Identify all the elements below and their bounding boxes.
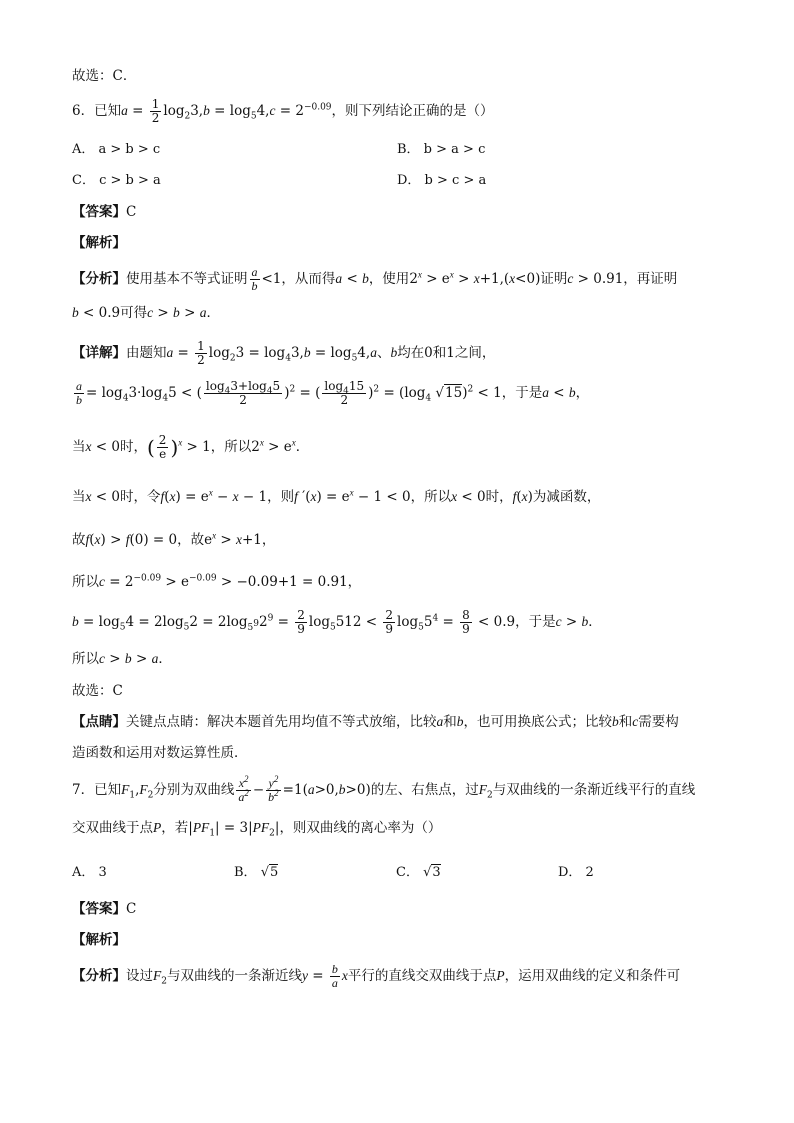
text: 【详解】 xyxy=(72,345,126,361)
text: ，所以 xyxy=(410,489,452,505)
text: ，从而得 xyxy=(281,271,336,287)
answer2-line xyxy=(72,899,724,919)
fenxi-line-2: b < 0.9可得c > b > a． xyxy=(72,305,220,321)
question-7-line-1: 7．已知$F_1,F_2$分别为双曲线 $\frac{x^2}{a^2}$ − $\frac{y^2}{b^2}$ =1(a>0,b>0)的左、右焦点，过$F_2$与双曲线的一条渐近线平行的直线 xyxy=(72,774,696,804)
text: ，运用双曲线的定义和条件可 xyxy=(504,968,681,984)
text: 6．已知 xyxy=(72,103,122,119)
text: C． xyxy=(396,865,419,880)
text: 设过 xyxy=(126,968,153,984)
q7-option-d xyxy=(558,863,594,883)
text: 分别为双曲线 xyxy=(153,782,235,798)
xiangjie-line-7: $b = \log_54 = 2\log_52 = 2\log_{5^9}2^9$ = $\frac{2}{9}$ $\log_5512$ < $\frac{2}{9}$ $\log_55^4$ = $\frac{8}{9}$ < 0.9，于是c > b． xyxy=(72,608,602,636)
text: 证明 xyxy=(540,271,568,287)
fenxi2-line: 【分析】设过$F_2$与双曲线的一条渐近线y = $\frac{b}{a}$ x平行的直线交双曲线于点P，运用双曲线的定义和条件可 xyxy=(72,962,681,990)
text: ，若 xyxy=(161,820,189,836)
text: C． c > b > a xyxy=(72,173,161,188)
question-6: 6．已知a = $\frac{1}{2}$ $\log_23,b = \log_54,c = 2^{-0.09}$，则下列结论正确的是（） xyxy=(72,97,494,125)
q7-option-b: B． √5 xyxy=(234,865,279,880)
question-7-line-2: 交双曲线于点P，若$|PF_1| = 3|PF_2|$，则双曲线的离心率为（） xyxy=(72,820,442,839)
text: ，故 xyxy=(177,532,205,548)
text: 造函数和运用对数运算性质． xyxy=(72,745,248,761)
text: ，于是 xyxy=(501,385,543,401)
text: 与双曲线的一条渐近线 xyxy=(166,968,302,984)
text: 时，令 xyxy=(119,489,161,505)
text: 与双曲线的一条渐近线平行的直线 xyxy=(492,782,696,798)
text: 故 xyxy=(72,532,86,548)
q6-option-a xyxy=(72,140,160,160)
text: ，也可用换底公式；比较 xyxy=(463,714,612,730)
text: 【点睛】 xyxy=(72,714,126,730)
text: A． 3 xyxy=(72,865,107,880)
answer-line xyxy=(72,202,724,222)
text: ，所以 xyxy=(210,439,252,455)
text: 7．已知 xyxy=(72,782,122,798)
text: A． a > b > c xyxy=(72,142,161,157)
xiangjie-line-5: 故f(x) > f(0) = 0，故$e^x > x+1$， xyxy=(72,530,276,548)
text: 时， xyxy=(119,439,147,455)
text: ，则双曲线的离心率为（） xyxy=(279,820,442,836)
text: D． b > c > a xyxy=(397,173,487,188)
text: 的左、右焦点，过 xyxy=(370,782,479,798)
xiangjie-line-2: $\frac{a}{b}$ = $\log_43\cdot\log_45$ < ( $\frac{\log_43+\log_45}{2}$ )$^2$ = ( $\frac{\log_415}{2}$ )$^2 = (\log_4$ √15)$^2$ < 1，于是a < b， xyxy=(76,379,590,407)
xiangjie-line-8: 所以c > b > a． xyxy=(72,651,172,667)
text: 故选：C xyxy=(72,683,123,699)
dianjing-line-1: 【点睛】关键点点睛：解决本题首先用均值不等式放缩，比较a和b，也可用换底公式；比较b和c需要构 xyxy=(72,714,679,730)
text: 故选：C． xyxy=(72,68,137,84)
text: 可得 xyxy=(120,305,148,321)
text: 使用基本不等式证明 xyxy=(126,271,248,287)
text: 平行的直线交双曲线于点 xyxy=(347,968,497,984)
q6-option-c xyxy=(72,171,161,191)
analysis2-heading xyxy=(72,930,724,950)
text: 关键点点睛：解决本题首先用均值不等式放缩，比较 xyxy=(126,714,437,730)
text: ，再证明 xyxy=(623,271,678,287)
xiangjie-line-1: 【详解】由题知a = $\frac{1}{2}$ $\log_23 = \log_43,b = \log_54,a$、b均在0和1之间， xyxy=(72,339,496,367)
xiangjie-line-6: 所以$c = 2^{-0.09} > e^{-0.09} > -0.09+1 = 0.91$， xyxy=(72,573,362,590)
fenxi-line-1: 【分析】使用基本不等式证明 $\frac{a}{b}$ <1，从而得a < b，使用$2^x > e^x > x+1,(x<0)$证明c > 0.91，再证明 xyxy=(72,265,678,293)
xiangjie-line-4: 当x < 0时，令$f(x) = e^x - x - 1$，则f $'(x) = e^x - 1 < 0$，所以x < 0时，f(x)为减函数， xyxy=(72,487,601,505)
text: B． xyxy=(234,865,257,880)
text: ，于是 xyxy=(515,614,556,630)
answer-value: C xyxy=(126,204,137,220)
text: 和 xyxy=(618,714,633,730)
text: 【解析】 xyxy=(72,932,126,948)
text: D． 2 xyxy=(558,865,594,880)
text: 时， xyxy=(485,489,513,505)
text: ，则下列结论正确的是（） xyxy=(331,103,494,119)
text: 【解析】 xyxy=(72,235,126,251)
text: 【分析】 xyxy=(72,271,126,287)
answer-tag: 【答案】 xyxy=(72,901,126,917)
text: 、 xyxy=(376,345,391,361)
text: ，使用 xyxy=(368,271,410,287)
text: 为减函数， xyxy=(532,489,601,505)
text: 由题知 xyxy=(126,345,167,361)
text: B． b > a > c xyxy=(397,142,486,157)
q6-option-d xyxy=(397,171,486,191)
text: 当 xyxy=(72,489,86,505)
text: 交双曲线于点 xyxy=(72,820,153,836)
xiangjie-line-3: 当x < 0时，( $\frac{2}{e}$ )$^x$ > 1，所以$2^x > e^x$． xyxy=(72,433,310,461)
q7-option-a xyxy=(72,863,107,883)
answer-line-prev xyxy=(72,66,724,86)
text: 所以 xyxy=(72,651,99,667)
text: 和 xyxy=(443,714,457,730)
analysis-heading xyxy=(72,233,724,253)
answer-value: C xyxy=(126,901,137,917)
q7-option-c: C． √3 xyxy=(396,865,441,880)
q6-option-b xyxy=(397,140,485,160)
text: 所以 xyxy=(72,574,99,590)
dianjing-line-2 xyxy=(72,743,724,763)
text: 【分析】 xyxy=(72,968,126,984)
guxuan-line xyxy=(72,681,724,701)
text: 均在0和1之间， xyxy=(397,345,496,361)
text: 当 xyxy=(72,439,86,455)
text: ，则 xyxy=(267,489,295,505)
answer-tag: 【答案】 xyxy=(72,204,126,220)
text: 需要构 xyxy=(638,714,679,730)
